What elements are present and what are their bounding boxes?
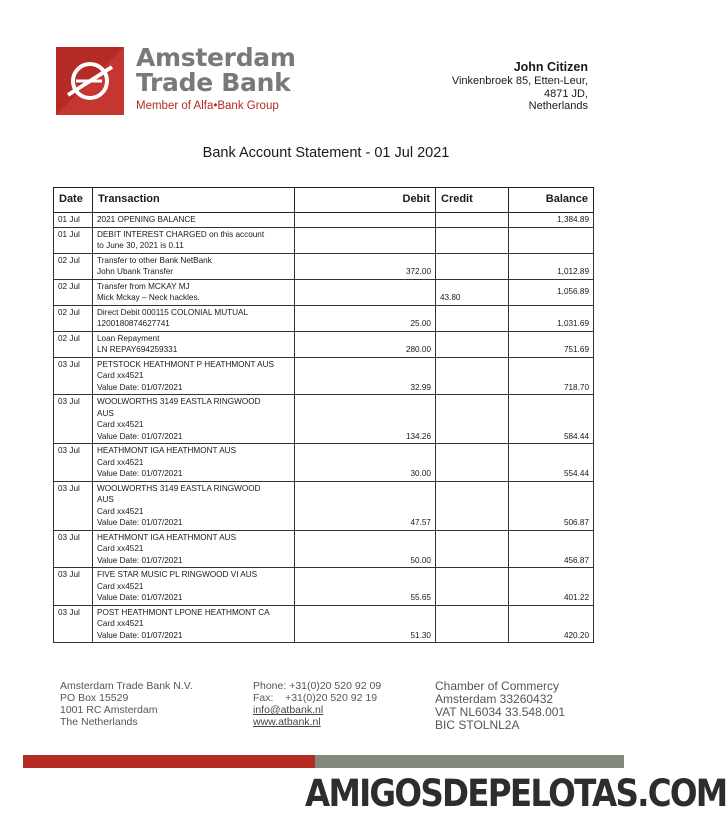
transaction-line: Direct Debit 000115 COLONIAL MUTUAL [97, 307, 249, 317]
transaction-line: Card xx4521 [97, 457, 144, 467]
transaction-line: Value Date: 01/07/2021 [97, 382, 183, 392]
footer-contact [253, 680, 381, 728]
transaction-line: Mick Mckay – Neck hackles. [97, 293, 200, 302]
header-date: Date [54, 188, 93, 213]
row-transaction [93, 213, 295, 228]
row-transaction [93, 395, 295, 444]
transaction-line: DEBIT INTEREST CHARGED on this account [97, 229, 265, 239]
transaction-line: PETSTOCK HEATHMONT P HEATHMONT AUS [97, 359, 274, 369]
transaction-line: Card xx4521 [97, 619, 144, 628]
footer-vat: VAT NL6034 33.548.001 [435, 705, 566, 719]
row-debit: 50.00 [295, 530, 436, 568]
transactions-table [53, 187, 594, 643]
row-transaction [93, 605, 295, 643]
row-balance: 420.20 [509, 605, 594, 643]
row-debit: 55.65 [295, 568, 436, 606]
transaction-line: Card xx4521 [97, 544, 144, 553]
row-transaction [93, 481, 295, 530]
row-credit [436, 227, 509, 253]
row-date: 03 Jul [54, 395, 93, 444]
transaction-line: Transfer to other Bank NetBank [97, 255, 212, 265]
transaction-line: LN REPAY694259331 [97, 345, 178, 354]
row-date: 03 Jul [54, 605, 93, 643]
transaction-line: Value Date: 01/07/2021 [97, 593, 183, 602]
row-balance: 584.44 [509, 395, 594, 444]
row-debit [295, 279, 436, 305]
row-date: 03 Jul [54, 530, 93, 568]
row-debit: 280.00 [295, 331, 436, 357]
row-credit [436, 305, 509, 331]
customer-address-line2: 4871 JD, [543, 87, 588, 100]
transaction-line: WOOLWORTHS 3149 EASTLA RINGWOOD [97, 483, 261, 493]
header-transaction: Transaction [93, 188, 295, 213]
footer-country: The Netherlands [60, 716, 138, 728]
table-row [54, 395, 594, 444]
row-date: 03 Jul [54, 444, 93, 482]
footer-email-link[interactable]: info@atbank.nl [253, 704, 324, 716]
row-debit: 51.30 [295, 605, 436, 643]
bank-emblem-icon [56, 47, 124, 115]
row-balance: 401.22 [509, 568, 594, 606]
transaction-line: Value Date: 01/07/2021 [97, 431, 183, 441]
transaction-line: Card xx4521 [97, 371, 144, 380]
row-transaction [93, 305, 295, 331]
table-row [54, 331, 594, 357]
watermark-text: AMIGOSDEPELOTAS.COM [305, 772, 726, 815]
transaction-line: Transfer from MCKAY MJ [97, 281, 190, 291]
row-balance: 1,384.89 [509, 213, 594, 228]
transaction-line: Value Date: 01/07/2021 [97, 518, 183, 527]
table-header-row [54, 188, 594, 213]
header-debit: Debit [295, 188, 436, 213]
transaction-line: Loan Repayment [97, 333, 160, 343]
transaction-line: Value Date: 01/07/2021 [97, 555, 183, 565]
footer-chamber: Chamber of Commercy [435, 679, 560, 693]
row-debit: 32.99 [295, 357, 436, 395]
row-date: 03 Jul [54, 568, 93, 606]
table-row [54, 605, 594, 643]
footer-city: 1001 RC Amsterdam [60, 704, 158, 716]
row-balance: 751.69 [509, 331, 594, 357]
footer-chamber-number: Amsterdam 33260432 [435, 692, 554, 706]
customer-address-line3: Netherlands [528, 100, 588, 112]
row-transaction [93, 331, 295, 357]
table-row [54, 530, 594, 568]
table-row [54, 279, 594, 305]
row-transaction [93, 568, 295, 606]
header-credit: Credit [436, 188, 509, 213]
bank-subline: Member of Alfa•Bank Group [136, 100, 279, 112]
row-credit [436, 605, 509, 643]
transaction-line: Card xx4521 [97, 506, 144, 516]
row-transaction [93, 357, 295, 395]
transaction-line: FIVE STAR MUSIC PL RINGWOOD VI AUS [97, 570, 258, 579]
table-row [54, 568, 594, 606]
footer-po-box: PO Box 15529 [60, 692, 129, 704]
footer-registry [435, 680, 565, 732]
transaction-line: 2021 OPENING BALANCE [97, 215, 196, 224]
table-row [54, 253, 594, 279]
row-transaction [93, 253, 295, 279]
transaction-line: Value Date: 01/07/2021 [97, 469, 183, 478]
row-date: 02 Jul [54, 279, 93, 305]
footer-fax: Fax: +31(0)20 520 92 19 [253, 692, 378, 704]
row-credit [436, 331, 509, 357]
transaction-line: John Ubank Transfer [97, 267, 174, 276]
bank-logo [56, 43, 296, 119]
transaction-line: AUS [97, 408, 114, 418]
footer-phone: Phone: +31(0)20 520 92 09 [253, 680, 382, 692]
row-date: 01 Jul [54, 227, 93, 253]
row-credit [436, 357, 509, 395]
bank-name-line1: Amsterdam [136, 43, 296, 72]
table-row [54, 481, 594, 530]
footer-company [60, 680, 193, 728]
transaction-line: Value Date: 01/07/2021 [97, 630, 183, 640]
row-transaction [93, 530, 295, 568]
transaction-line: HEATHMONT IGA HEATHMONT AUS [97, 446, 237, 455]
row-transaction [93, 279, 295, 305]
row-debit [295, 227, 436, 253]
footer-bic: BIC STOLNL2A [435, 718, 520, 732]
row-credit [436, 481, 509, 530]
row-debit [295, 213, 436, 228]
row-debit: 372.00 [295, 253, 436, 279]
row-balance: 1,031.69 [509, 305, 594, 331]
row-balance: 1,012.89 [509, 253, 594, 279]
customer-address [452, 60, 588, 113]
row-credit [436, 444, 509, 482]
table-row [54, 357, 594, 395]
row-date: 02 Jul [54, 331, 93, 357]
bank-name-line2: Trade Bank [136, 68, 291, 97]
row-balance: 506.87 [509, 481, 594, 530]
row-date: 02 Jul [54, 305, 93, 331]
transaction-line: Card xx4521 [97, 420, 144, 429]
customer-address-line1: Vinkenbroek 85, Etten-Leur, [451, 75, 588, 87]
row-debit: 47.57 [295, 481, 436, 530]
row-balance [509, 227, 594, 253]
footer-bar-grey [315, 755, 624, 768]
row-credit: 43.80 [436, 279, 509, 305]
row-balance: 718.70 [509, 357, 594, 395]
table-row [54, 305, 594, 331]
bank-name [136, 45, 296, 95]
transaction-line: WOOLWORTHS 3149 EASTLA RINGWOOD [97, 397, 261, 406]
statement-title: Bank Account Statement - 01 Jul 2021 [202, 145, 450, 161]
transaction-line: POST HEATHMONT LPONE HEATHMONT CA [97, 607, 270, 617]
row-date: 01 Jul [54, 213, 93, 228]
row-credit [436, 568, 509, 606]
row-debit: 134.26 [295, 395, 436, 444]
row-transaction [93, 444, 295, 482]
row-credit [436, 530, 509, 568]
row-balance: 456.87 [509, 530, 594, 568]
transaction-line: HEATHMONT IGA HEATHMONT AUS [97, 532, 237, 542]
row-balance: 554.44 [509, 444, 594, 482]
row-debit: 25.00 [295, 305, 436, 331]
transaction-line: AUS [97, 495, 114, 504]
row-date: 03 Jul [54, 481, 93, 530]
table-row [54, 444, 594, 482]
row-balance: 1,056.89 [509, 279, 594, 305]
row-credit [436, 395, 509, 444]
footer-company-name: Amsterdam Trade Bank N.V. [60, 680, 193, 692]
row-credit [436, 213, 509, 228]
footer-bar-red [23, 755, 315, 768]
transaction-line: to June 30, 2021 is 0.11 [97, 241, 184, 250]
header-balance: Balance [509, 188, 594, 213]
row-credit [436, 253, 509, 279]
footer-web-link[interactable]: www.atbank.nl [253, 716, 321, 728]
row-date: 02 Jul [54, 253, 93, 279]
row-debit: 30.00 [295, 444, 436, 482]
row-transaction [93, 227, 295, 253]
transaction-line: 1200180874627741 [97, 319, 170, 328]
table-row [54, 213, 594, 228]
transaction-line: Card xx4521 [97, 581, 144, 591]
table-row [54, 227, 594, 253]
row-date: 03 Jul [54, 357, 93, 395]
customer-name: John Citizen [513, 60, 588, 74]
